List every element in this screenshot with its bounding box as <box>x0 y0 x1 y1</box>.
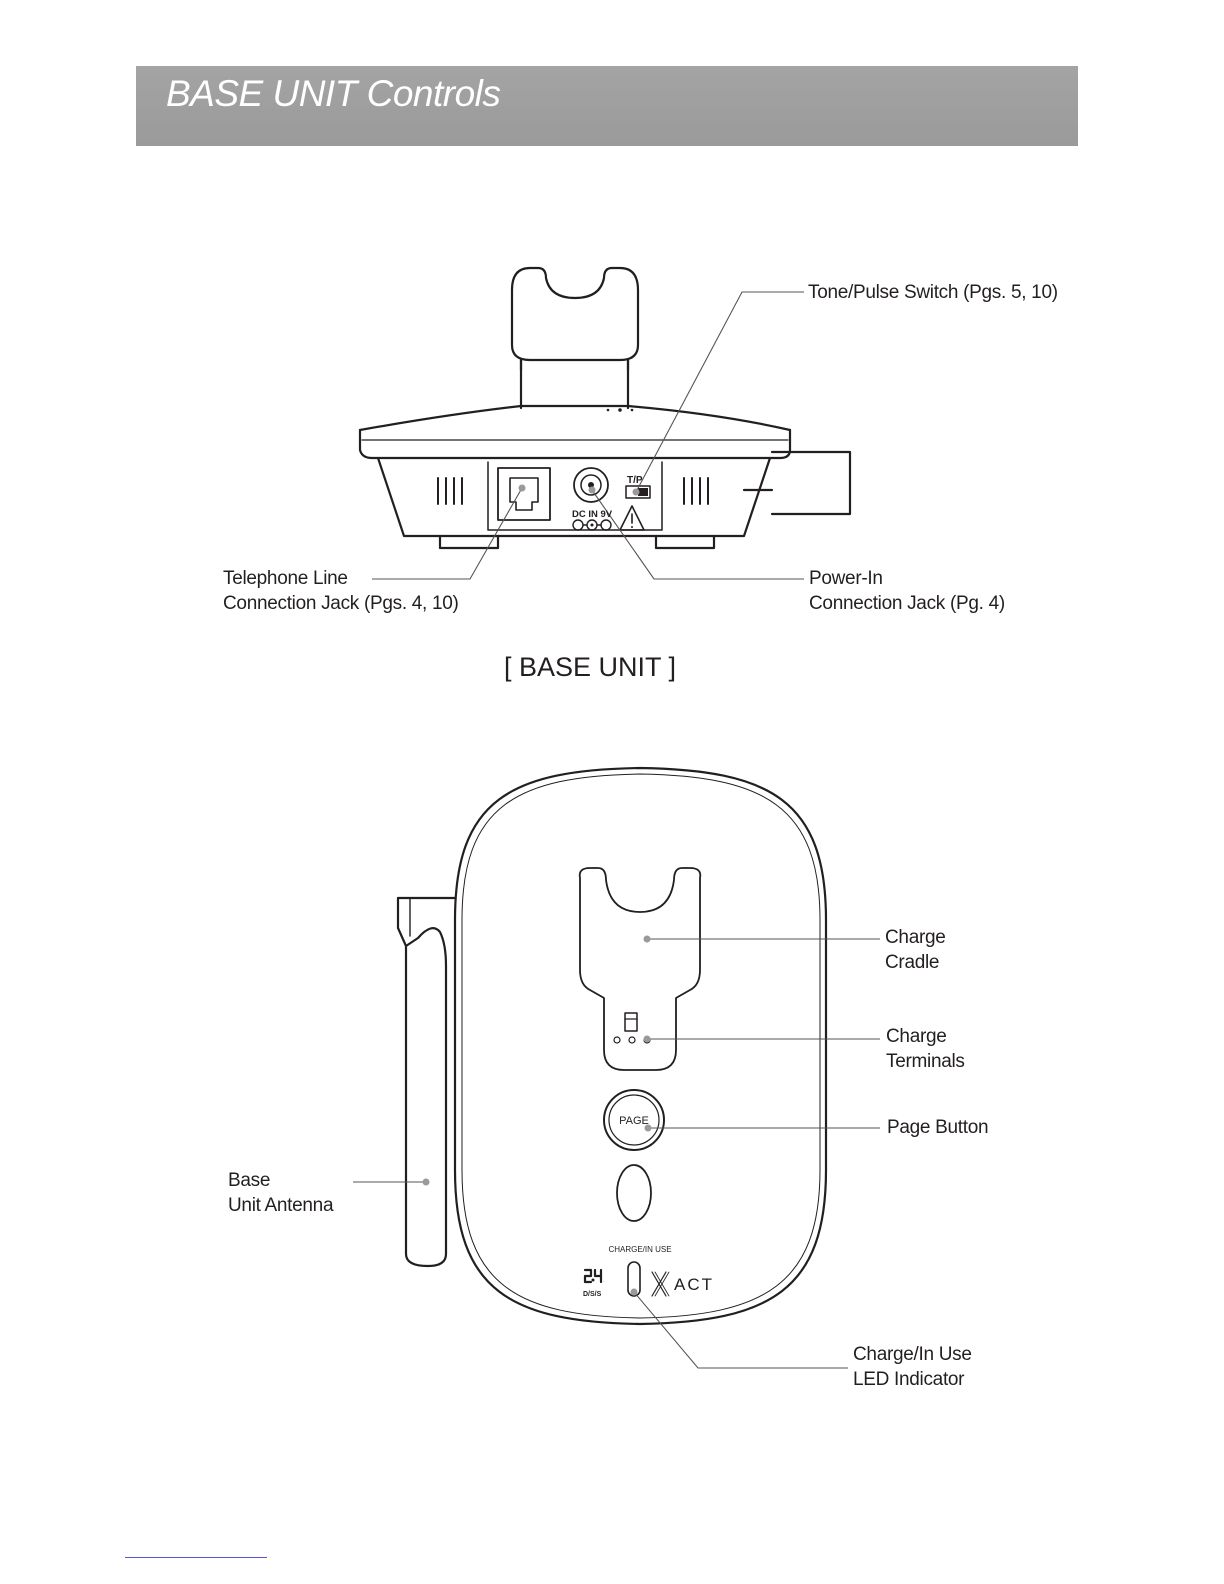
charge-in-use-label: CHARGE/IN USE <box>608 1245 672 1254</box>
charge-cradle-label: Charge Cradle <box>885 927 946 973</box>
page-button-callout: Page Button <box>887 1117 989 1138</box>
brand-logo-text: ACT <box>674 1275 714 1294</box>
leader-lines <box>353 292 880 1368</box>
power-in-jack-label: Power-In Connection Jack (Pg. 4) <box>809 568 1005 614</box>
telephone-line-jack-label: Telephone Line Connection Jack (Pgs. 4, 10) <box>223 568 459 614</box>
base-unit-antenna-label: Base Unit Antenna <box>228 1170 334 1216</box>
leader-dot <box>644 936 651 943</box>
tone-pulse-switch-label: Tone/Pulse Switch (Pgs. 5, 10) <box>808 282 1058 303</box>
leader-dot <box>589 487 596 494</box>
dc-in-label: DC IN 9V <box>572 509 613 520</box>
charge-terminals-label: Charge Terminals <box>886 1026 965 1072</box>
leader-dot <box>633 489 640 496</box>
leader-dot <box>631 1289 638 1296</box>
base-unit-top-view <box>398 768 826 1324</box>
footer-rule <box>125 1557 267 1558</box>
dss-logo-number: 2.4 <box>603 1282 605 1283</box>
led-indicator-label: Charge/In Use LED Indicator <box>853 1344 972 1390</box>
dss-logo-text: D/S/S <box>583 1291 602 1298</box>
leader-dot <box>423 1179 430 1186</box>
base-unit-side-view <box>360 268 850 548</box>
leader-dot <box>519 485 526 492</box>
leader-dot <box>644 1036 651 1043</box>
page-button-label: PAGE <box>619 1115 649 1127</box>
side-view-caption: [ BASE UNIT ] <box>503 652 677 682</box>
section-title: BASE UNIT Controls <box>166 73 501 114</box>
tp-switch-label: T/P <box>627 475 643 486</box>
